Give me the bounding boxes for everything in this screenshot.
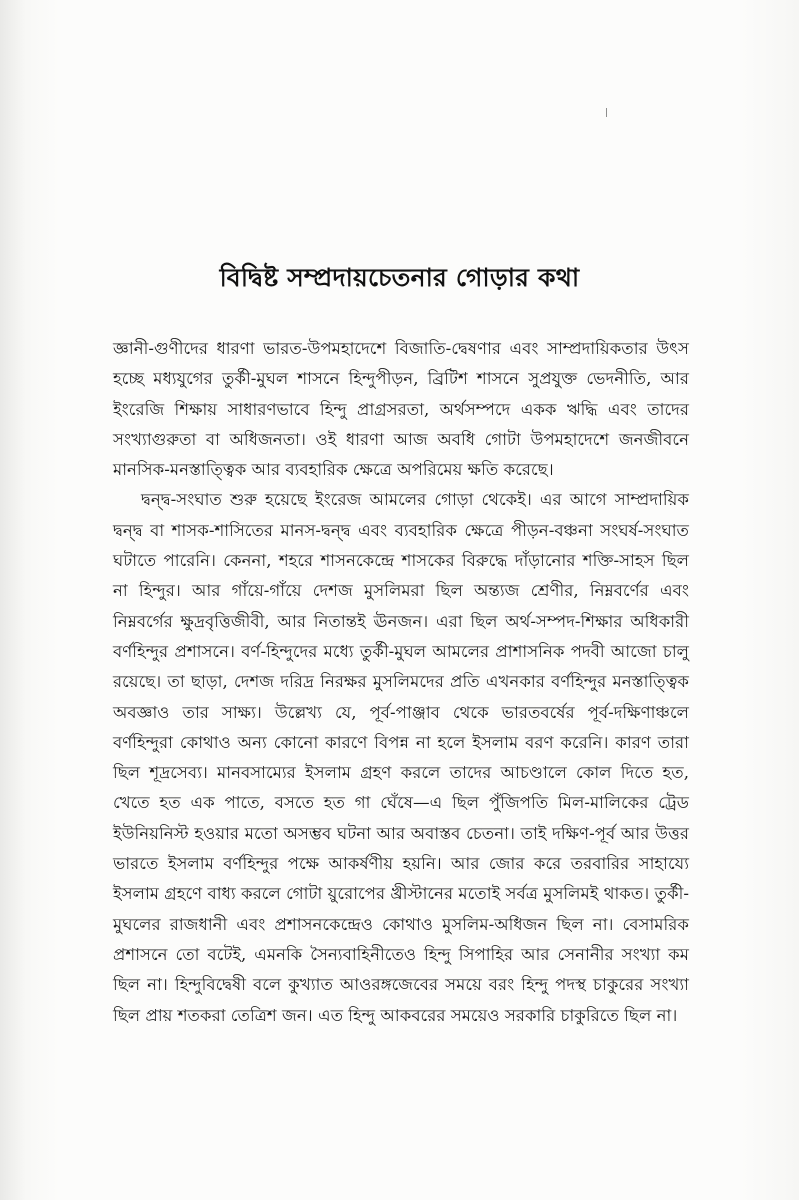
print-mark xyxy=(606,108,607,117)
paragraph-2: দ্বন্দ্ব-সংঘাত শুরু হয়েছে ইংরেজ আমলের গোড়া থেকেই। এর আগে সাম্প্রদায়িক দ্বন্দ্ব বা শাসক-শাসিতের মানস-দ্বন্দ্ব এবং ব্যবহারিক ক্ষেত্রে পীড়ন-বঞ্চনা সংঘর্ষ-সংঘাত ঘটাতে পারেনি। কেননা, শহরে শাসনকেন্দ্রে শাসকের বিরুদ্ধে দাঁড়ানোর শক্তি-সাহস ছিল না হিন্দুর। আর গাঁয়ে-গাঁয়ে দেশজ মুসলিমরা ছিল অন্ত্যজ শ্রেণীর, নিম্নবর্ণের এবং নিম্নবর্গের ক্ষুদ্রবৃত্তিজীবী, আর নিতান্তই ঊনজন। এরা ছিল অর্থ-সম্পদ-শিক্ষার অধিকারী বর্ণহিন্দুর প্রশাসনে। বর্ণ-হিন্দুদের মধ্যে তুর্কী-মুঘল আমলের প্রাশাসনিক পদবী আজো চালু রয়েছে। তা ছাড়া, দেশজ দরিদ্র নিরক্ষর মুসলিমদের প্রতি এখনকার বর্ণহিন্দুর মনস্তাত্ত্বিক অবজ্ঞাও তার সাক্ষ্য। উল্লেখ্য যে, পূর্ব-পাঞ্জাব থেকে ভারতবর্ষের পূর্ব-দক্ষিণাঞ্চলে বর্ণহিন্দুরা কোথাও অন্য কোনো কারণে বিপন্ন না হলে ইসলাম বরণ করেনি। কারণ তারা ছিল শূদ্রসেব্য। মানবসাম্যের ইসলাম গ্রহণ করলে তাদের আচণ্ডালে কোল দিতে হত, খেতে হত এক পাতে, বসতে হত গা ঘেঁষে—এ ছিল পুঁজিপতি মিল-মালিকের ট্রেড ইউনিয়নিস্ট হওয়ার মতো অসম্ভব ঘটনা আর অবাস্তব চেতনা। তাই দক্ষিণ-পূর্ব আর উত্তর ভারতে ইসলাম বর্ণহিন্দুর পক্ষে আকর্ষণীয় হয়নি। আর জোর করে তরবারির সাহায্যে ইসলাম গ্রহণে বাধ্য করলে গোটা য়ুরোপের খ্রীস্টানের মতোই সর্বত্র মুসলিমই থাকত। তুর্কী-মুঘলের রাজধানী এবং প্রশাসনকেন্দ্রেও কোথাও মুসলিম-অধিজন ছিল না। বেসামরিক প্রশাসনে তো বটেই, এমনকি সৈন্যবাহিনীতেও হিন্দু সিপাহির আর সেনানীর সংখ্যা কম ছিল না। হিন্দুবিদ্বেষী বলে কুখ্যাত আওরঙ্গজেবের সময়ে বরং হিন্দু পদস্থ চাকুরের সংখ্যা ছিল প্রায় শতকরা তেত্রিশ জন। এত হিন্দু আকবরের সময়েও সরকারি চাকুরিতে ছিল না। xyxy=(113,490,689,1025)
chapter-title: বিদ্বিষ্ট সম্প্রদায়চেতনার গোড়ার কথা xyxy=(219,263,580,292)
body-text xyxy=(113,334,689,1031)
paragraph-1: জ্ঞানী-গুণীদের ধারণা ভারত-উপমহাদেশে বিজাতি-দ্বেষণার এবং সাম্প্রদায়িকতার উৎস হচ্ছে মধ্যযুগের তুর্কী-মুঘল শাসনে হিন্দুপীড়ন, ব্রিটিশ শাসনে সুপ্রযুক্ত ভেদনীতি, আর ইংরেজি শিক্ষায় সাধারণভাবে হিন্দু প্রাগ্রসরতা, অর্থসম্পদে একক ঋদ্ধি এবং তাদের সংখ্যাগুরুতা বা অধিজনতা। ওই ধারণা আজ অবধি গোটা উপমহাদেশে জনজীবনে মানসিক-মনস্তাত্ত্বিক আর ব্যবহারিক ক্ষেত্রে অপরিমেয় ক্ষতি করেছে। xyxy=(113,339,689,480)
